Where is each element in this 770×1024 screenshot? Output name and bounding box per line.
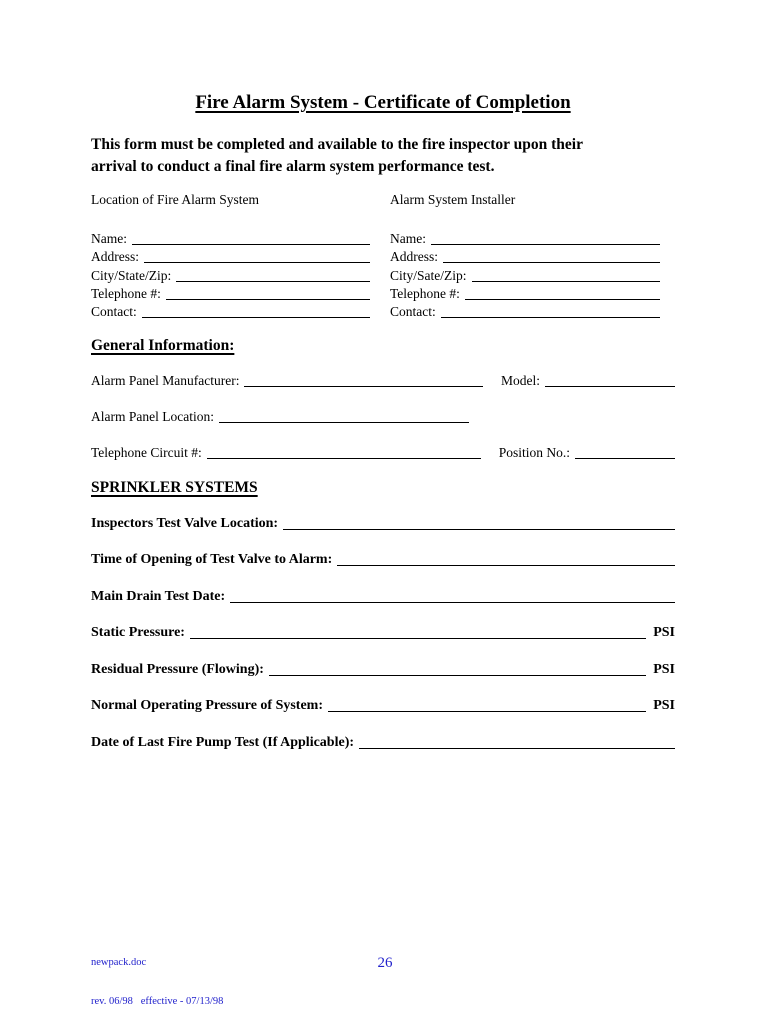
intro-line-1: This form must be completed and available to the fire inspector upon their	[91, 136, 583, 153]
normal-operating-pressure-psi-unit: PSI	[653, 698, 675, 714]
field-row-panel-location	[91, 407, 675, 425]
alarm-panel-location-input-line[interactable]	[219, 422, 469, 423]
alarm-panel-manufacturer-label: Alarm Panel Manufacturer:	[91, 372, 240, 388]
telephone-circuit-input-line[interactable]	[207, 458, 481, 459]
model-label: Model:	[501, 372, 540, 388]
location-contact-input-line[interactable]	[142, 317, 370, 318]
intro-line-2: arrival to conduct a final fire alarm system performance test.	[91, 158, 495, 175]
location-name-input-line[interactable]	[132, 244, 370, 245]
installer-telephone-label: Telephone #:	[390, 285, 460, 301]
installer-contact-input-line[interactable]	[441, 317, 660, 318]
page-number: 26	[377, 955, 393, 971]
installer-contact-label: Contact:	[390, 303, 436, 319]
location-column-heading: Location of Fire Alarm System	[91, 192, 259, 207]
residual-pressure-input-line[interactable]	[269, 675, 646, 676]
installer-column	[390, 192, 675, 320]
location-citystatezip-label: City/State/Zip:	[91, 267, 172, 283]
installer-telephone-input-line[interactable]	[465, 299, 660, 300]
time-of-opening-label: Time of Opening of Test Valve to Alarm:	[91, 552, 333, 568]
location-fields	[91, 229, 390, 320]
installer-name-input-line[interactable]	[431, 244, 660, 245]
document-footer	[91, 930, 223, 1024]
location-name-label: Name:	[91, 231, 127, 247]
position-no-input-line[interactable]	[575, 458, 675, 459]
field-row-location-name	[91, 229, 390, 247]
time-of-opening-input-line[interactable]	[337, 565, 675, 566]
main-drain-test-date-label: Main Drain Test Date:	[91, 588, 226, 604]
field-row-static-pressure	[91, 623, 675, 641]
model-input-line[interactable]	[545, 386, 675, 387]
page-content	[91, 0, 675, 751]
installer-fields	[390, 229, 675, 320]
field-row-installer-citysatezip	[390, 265, 675, 283]
field-row-location-contact	[91, 302, 390, 320]
field-row-time-of-opening	[91, 550, 675, 568]
sprinkler-systems-heading-text: SPRINKLER SYSTEMS	[91, 478, 258, 496]
page-title	[91, 92, 675, 114]
static-pressure-input-line[interactable]	[190, 638, 646, 639]
alarm-panel-location-label: Alarm Panel Location:	[91, 408, 214, 424]
telephone-circuit-label: Telephone Circuit #:	[91, 444, 202, 460]
location-column	[91, 192, 390, 320]
location-address-input-line[interactable]	[144, 262, 370, 263]
alarm-panel-manufacturer-input-line[interactable]	[244, 386, 483, 387]
last-fire-pump-test-input-line[interactable]	[359, 748, 675, 749]
sprinkler-systems-heading	[91, 478, 675, 497]
installer-address-input-line[interactable]	[443, 262, 660, 263]
field-row-installer-contact	[390, 302, 675, 320]
main-drain-test-date-input-line[interactable]	[230, 602, 675, 603]
field-row-last-fire-pump-test	[91, 733, 675, 751]
field-row-residual-pressure	[91, 660, 675, 678]
installer-name-label: Name:	[390, 231, 426, 247]
field-row-installer-address	[390, 247, 675, 265]
installer-citysatezip-label: City/Sate/Zip:	[390, 267, 467, 283]
general-information-heading	[91, 336, 675, 355]
normal-operating-pressure-input-line[interactable]	[328, 711, 646, 712]
field-row-inspectors-test-valve-location	[91, 514, 675, 532]
field-row-location-citystatezip	[91, 265, 390, 283]
footer-revision: rev. 06/98 effective - 07/13/98	[91, 996, 224, 1007]
position-no-label: Position No.:	[498, 444, 570, 460]
page-title-text: Fire Alarm System - Certificate of Completion	[195, 92, 571, 113]
field-row-main-drain-test-date	[91, 587, 675, 605]
static-pressure-label: Static Pressure:	[91, 625, 185, 641]
field-row-installer-name	[390, 229, 675, 247]
intro-paragraph	[91, 134, 675, 178]
location-telephone-input-line[interactable]	[166, 299, 370, 300]
location-address-label: Address:	[91, 249, 139, 265]
location-telephone-label: Telephone #:	[91, 285, 161, 301]
static-pressure-psi-unit: PSI	[653, 625, 675, 641]
location-citystatezip-input-line[interactable]	[176, 281, 370, 282]
field-row-normal-operating-pressure	[91, 696, 675, 714]
inspectors-test-valve-location-label: Inspectors Test Valve Location:	[91, 515, 279, 531]
field-row-installer-telephone	[390, 284, 675, 302]
general-information-heading-text: General Information:	[91, 336, 235, 354]
last-fire-pump-test-label: Date of Last Fire Pump Test (If Applicable):	[91, 734, 355, 750]
installer-column-heading: Alarm System Installer	[390, 192, 516, 207]
installer-address-label: Address:	[390, 249, 438, 265]
residual-pressure-psi-unit: PSI	[653, 661, 675, 677]
field-row-location-telephone	[91, 284, 390, 302]
field-row-location-address	[91, 247, 390, 265]
contact-columns	[91, 192, 675, 320]
normal-operating-pressure-label: Normal Operating Pressure of System:	[91, 698, 323, 714]
inspectors-test-valve-location-input-line[interactable]	[283, 529, 675, 530]
installer-citysatezip-input-line[interactable]	[472, 281, 661, 282]
location-contact-label: Contact:	[91, 303, 137, 319]
residual-pressure-label: Residual Pressure (Flowing):	[91, 661, 264, 677]
field-row-manufacturer-model	[91, 371, 675, 389]
footer-filename: newpack.doc	[91, 957, 147, 968]
field-row-circuit-position	[91, 443, 675, 461]
